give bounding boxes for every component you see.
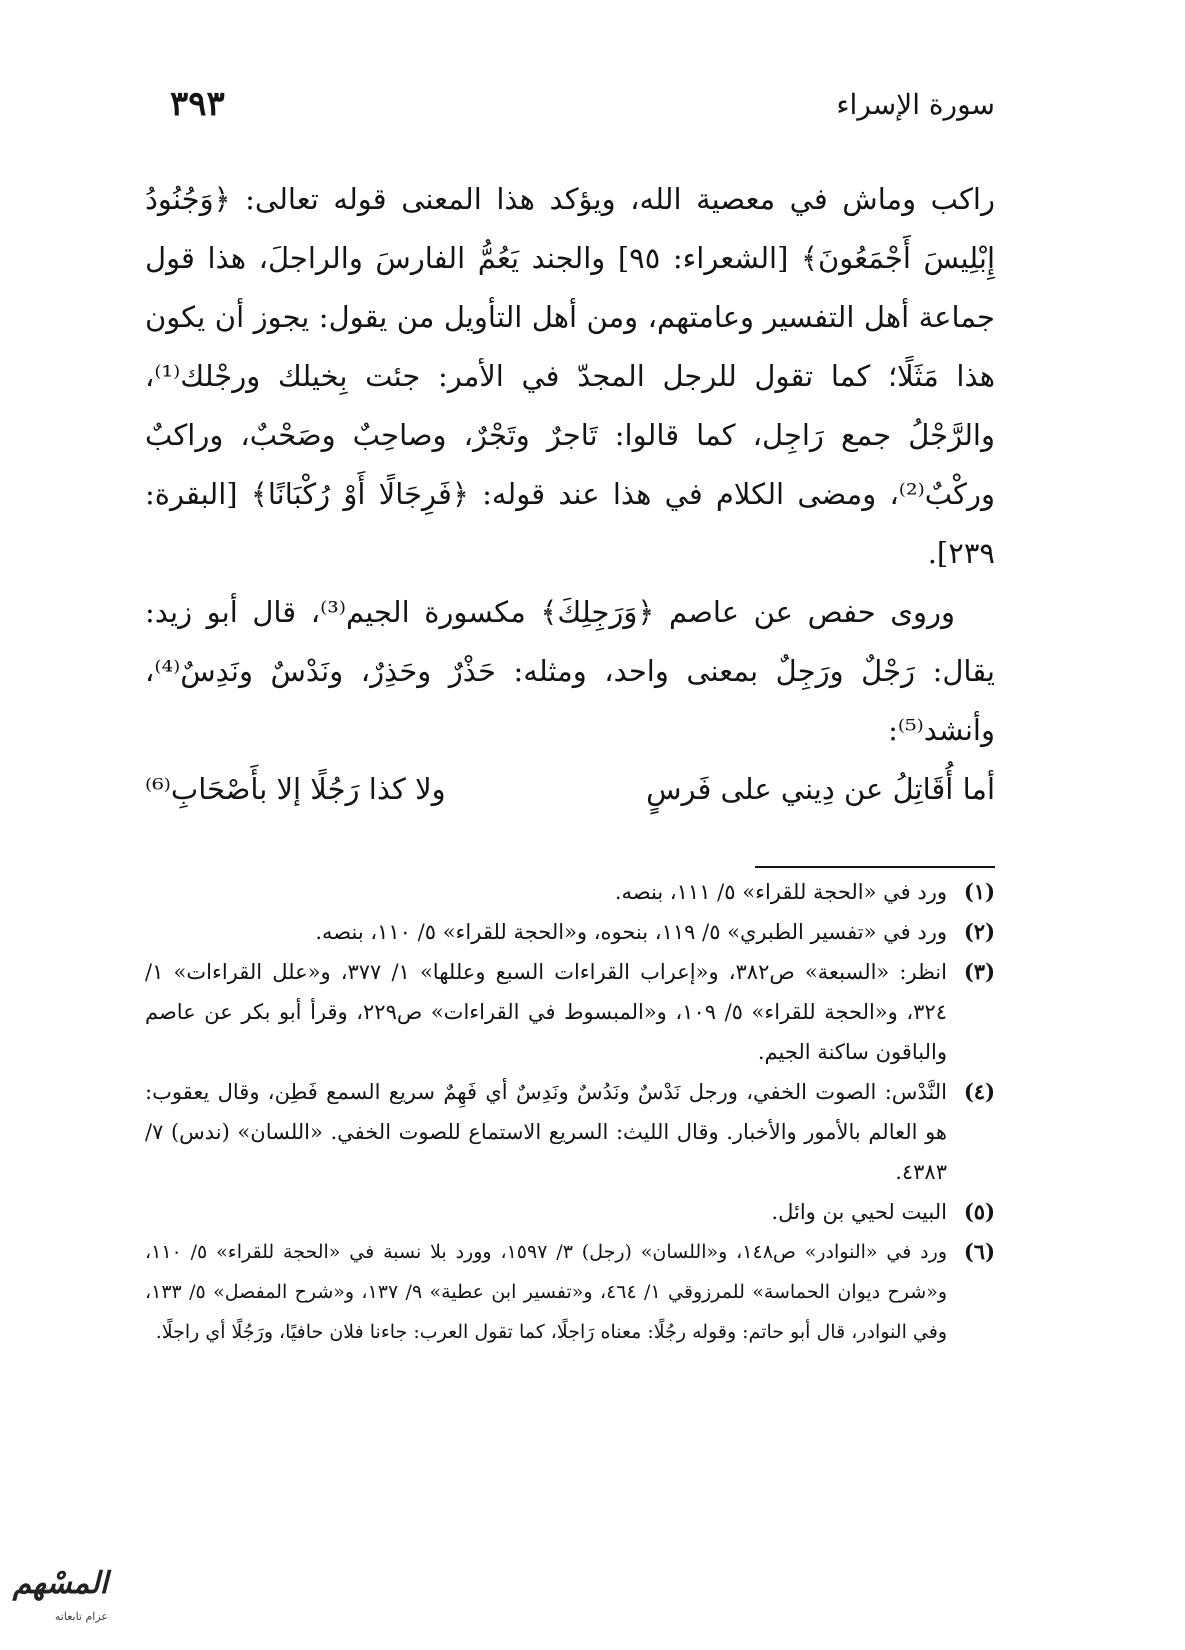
logo-subtext: عزام تابعاته	[54, 1610, 108, 1623]
publisher-logo	[14, 1566, 114, 1636]
footnote-number: (١)	[963, 879, 995, 904]
footnote-text: ورد في «تفسير الطبري» ٥/ ١١٩، بنحوه، و«الحجة للقراء» ٥/ ١١٠، بنصه.	[315, 920, 947, 944]
footnotes	[145, 872, 995, 1352]
footnote-number: (٤)	[963, 1079, 995, 1104]
footnote-number: (٣)	[963, 959, 995, 984]
paragraph-2: وروى حفص عن عاصم ﴿وَرَجِلِكَ﴾ مكسورة الجيم⁽³⁾، قال أبو زيد: يقال: رَجْلٌ ورَجِلٌ بمعنى واحد، ومثله: حَذْرٌ وحَذِرٌ، ونَدْسٌ ونَدِسٌ⁽⁴⁾، وأنشد⁽⁵⁾:	[145, 595, 995, 747]
footnote-3	[145, 952, 995, 1072]
verse-second-hemistich: ولا كذا رَجُلًا إلا بأَصْحَابِ⁽⁶⁾	[145, 772, 446, 806]
footnote-number: (٥)	[963, 1199, 995, 1224]
page-number: ٣٩٣	[170, 84, 225, 124]
footnote-text: ورد في «النوادر» ص١٤٨، و«اللسان» (رجل) ٣/ ١٥٩٧، وورد بلا نسبة في «الحجة للقراء» ٥/ ١١٠، و«شرح ديوان الحماسة» للمرزوقي ١/ ٤٦٤، و«تفسير ابن عطية» ٩/ ١٣٧، و«شرح المفصل» ٥/ ١٣٣، وفي النوادر، قال أبو حاتم: وقوله رجُلًا: معناه رَاجلًا، كما تقول العرب: جاءنا فلان حافيًا، ورَجُلًا أي راجلًا.	[145, 1241, 948, 1343]
footnote-number: (٦)	[963, 1239, 995, 1264]
footnote-number: (٢)	[963, 919, 995, 944]
poetry-verse	[145, 760, 995, 819]
logo-text: المسْهم	[12, 1566, 108, 1601]
footnote-6	[145, 1232, 995, 1352]
verse-first-hemistich: أما أُقَاتِلُ عن دِيني على فَرسٍ	[646, 772, 995, 806]
main-text	[145, 170, 995, 819]
footnote-1	[145, 872, 995, 912]
page-header	[170, 84, 995, 138]
footnote-text: ورد في «الحجة للقراء» ٥/ ١١١، بنصه.	[614, 880, 947, 904]
footnote-2	[145, 912, 995, 952]
footnote-text: البيت لحيي بن وائل.	[771, 1200, 947, 1224]
footnote-4	[145, 1072, 995, 1192]
surah-title: سورة الإسراء	[836, 88, 995, 121]
footnote-text: انظر: «السبعة» ص٣٨٢، و«إعراب القراءات السبع وعللها» ١/ ٣٧٧، و«علل القراءات» ١/ ٣٢٤، و«الحجة للقراء» ٥/ ١٠٩، و«المبسوط في القراءات» ص٢٢٩، وقرأ أبو بكر عن عاصم والباقون ساكنة الجيم.	[145, 960, 947, 1064]
footnote-divider	[755, 866, 995, 868]
footnote-5	[145, 1192, 995, 1232]
paragraph-1: راكب وماش في معصية الله، ويؤكد هذا المعنى قوله تعالى: ﴿وَجُنُودُ إِبْلِيسَ أَجْمَعُونَ﴾ [الشعراء: ٩٥] والجند يَعُمُّ الفارسَ والراجلَ، هذا قول جماعة أهل التفسير وعامتهم، ومن أهل التأويل من يقول: يجوز أن يكون هذا مَثَلًا؛ كما تقول للرجل المجدّ في الأمر: جئت بِخيلك ورجْلك⁽¹⁾، والرَّجْلُ جمع رَاجِل، كما قالوا: تَاجرٌ وتَجْرٌ، وصاحِبٌ وصَحْبٌ، وراكبٌ وركْبٌ⁽²⁾، ومضى الكلام في هذا عند قوله: ﴿فَرِجَالًا أَوْ رُكْبَانًا﴾ [البقرة: ٢٣٩].	[145, 182, 995, 570]
footnote-text: النَّدْس: الصوت الخفي، ورجل نَدْسٌ ونَدُسٌ ونَدِسٌ أي فَهِمٌ سريع السمع فَطِن، وقال يعقوب: هو العالم بالأمور والأخبار. وقال الليث: السريع الاستماع للصوت الخفي. «اللسان» (ندس) ٧/ ٤٣٨٣.	[145, 1080, 947, 1184]
